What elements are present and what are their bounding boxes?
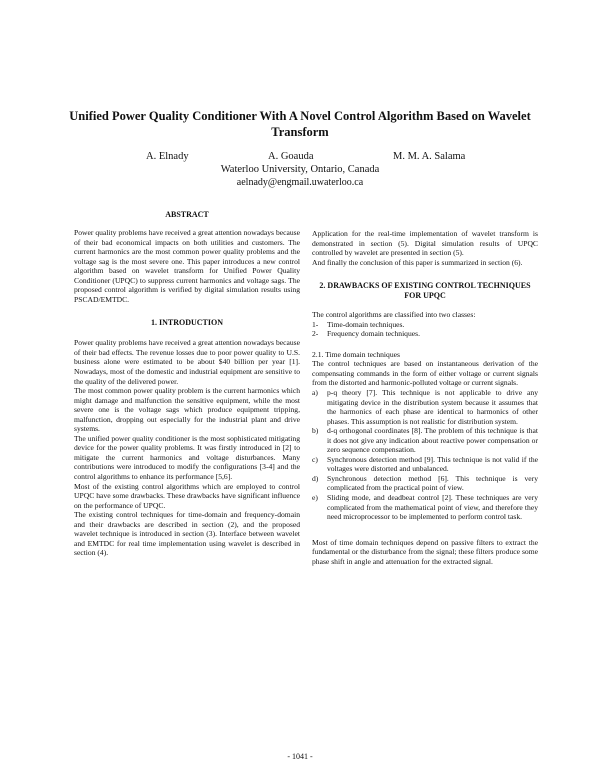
list-text: Frequency domain techniques.	[327, 329, 420, 339]
author-1: A. Elnady	[146, 151, 189, 162]
classes-list	[312, 320, 538, 339]
intro-paragraph-1: Power quality problems have received a great attention nowadays because of their bad effects. The revenue losses due to poor power quality to U.S. business alone were estimated to be about $40 billion per year [1]. Nowadays, most of the domestic and industrial equipment are sensitive to the quality of the delivered power.	[74, 338, 300, 386]
paper-title: Unified Power Quality Conditioner With A Novel Control Algorithm Based on Wavelet Transform	[69, 109, 531, 139]
intro-paragraph-2: The most common power quality problem is the current harmonics which might damage and malfunction the sensitive equipment, while the most severe one is the voltage sags which produce equipment tripping, malfunction, dropping out especially for the industrial plant and drive systems.	[74, 386, 300, 434]
section-2-heading: 2. DRAWBACKS OF EXISTING CONTROL TECHNIQUES FOR UPQC	[319, 281, 531, 301]
author-2: A. Goauda	[268, 151, 314, 162]
list-item	[312, 426, 538, 455]
affiliation: Waterloo University, Ontario, Canada	[220, 164, 380, 175]
conclusion-note: And finally the conclusion of this paper is summarized in section (6).	[312, 257, 523, 267]
list-text: Sliding mode, and deadbeat control [2]. These techniques are very complicated from the mathematical point of view, and therefore they need microprocessor to be implemented to perform control task.	[327, 493, 538, 522]
list-item	[312, 320, 538, 330]
list-marker: e)	[312, 493, 318, 503]
intro-paragraph-3: The unified power quality conditioner is the most sophisticated mitigating device for the power quality problems. It was firstly introduced in [2] to mitigate the current harmonics and voltage disturbances. Many contributions were introduced to modify the configurations [3-4] and the control algorithms to enhance its performance [5,6].	[74, 433, 300, 482]
abstract-heading: ABSTRACT	[165, 210, 209, 219]
list-item	[312, 455, 538, 474]
subsection-intro: The control techniques are based on instantaneous derivation of the compensating commands in the form of either voltage or current signals from the distorted and harmonic-polluted voltage or current signals.	[312, 359, 538, 388]
intro-paragraph-4: Most of the existing control algorithms which are employed to control UPQC have some drawbacks. These drawbacks have significant influence on the performance of UPQC.	[74, 481, 300, 510]
outline-paragraph: Application for the real-time implementation of wavelet transform is demonstrated in section (5). Digital simulation results of UPQC controlled by wavelet are presented in section (5).	[312, 229, 538, 258]
page-number: - 1041 -	[287, 752, 313, 761]
author-email: aelnady@engmail.uwaterloo.ca	[236, 177, 364, 188]
classes-intro: The control algorithms are classified into two classes:	[312, 310, 476, 320]
introduction-heading: 1. INTRODUCTION	[150, 318, 223, 328]
list-item	[312, 493, 538, 522]
intro-paragraph-5: The existing control techniques for time-domain and frequency-domain and their drawbacks are described in section (2), and the proposed wavelet technique is introduced in section (3). Interface between wavelet and EMTDC for real time implementation using wavelet is described in section (4).	[74, 510, 300, 558]
list-marker: a)	[312, 388, 318, 398]
list-text: Synchronous detection method [6]. This technique is very complicated from the practical point of view.	[327, 473, 538, 493]
list-item	[312, 474, 538, 493]
right-column	[312, 229, 538, 566]
list-marker: b)	[312, 426, 319, 436]
list-text: Synchronous detection method [9]. This technique is not valid if the voltages were distorted and unbalanced.	[327, 454, 538, 474]
left-column	[74, 210, 300, 558]
author-3: M. M. A. Salama	[393, 151, 466, 162]
list-item	[312, 329, 538, 339]
closing-paragraph: Most of time domain techniques depend on passive filters to extract the fundamental or the disturbance from the signal; these filters produce some phase shift in angle and attenuation for the extracted signal.	[312, 537, 538, 566]
list-text: Time-domain techniques.	[327, 319, 405, 329]
list-marker: 2-	[312, 329, 319, 339]
list-marker: 1-	[312, 319, 319, 329]
subsection-2-1-heading: 2.1. Time domain techniques	[312, 349, 400, 359]
list-text: d-q orthogonal coordinates [8]. The problem of this technique is that it does not give any indication about reactive power compensation or zero sequence compensation.	[327, 426, 538, 455]
list-marker: d)	[312, 473, 319, 483]
list-item	[312, 388, 538, 426]
abstract-text: Power quality problems have received a great attention nowadays because of their bad economical impacts on both utilities and customers. The current harmonics are the most common power quality problems and the voltage sag is the most severe one. This paper introduces a new control algorithm based on wavelet transform for Unified Power Quality Conditioner (UPQC) to suppress current harmonics and voltage sags. The proposed control algorithm is verified by digital simulation results using PSCAD/EMTDC.	[74, 228, 300, 304]
techniques-list	[312, 388, 538, 522]
list-marker: c)	[312, 454, 318, 464]
list-text: p-q theory [7]. This technique is not applicable to drive any mitigating device in the distribution system because it assumes that the harmonics of each phase are identical to harmonics of other phases. This assumption is not realistic for distribution system.	[327, 388, 538, 426]
